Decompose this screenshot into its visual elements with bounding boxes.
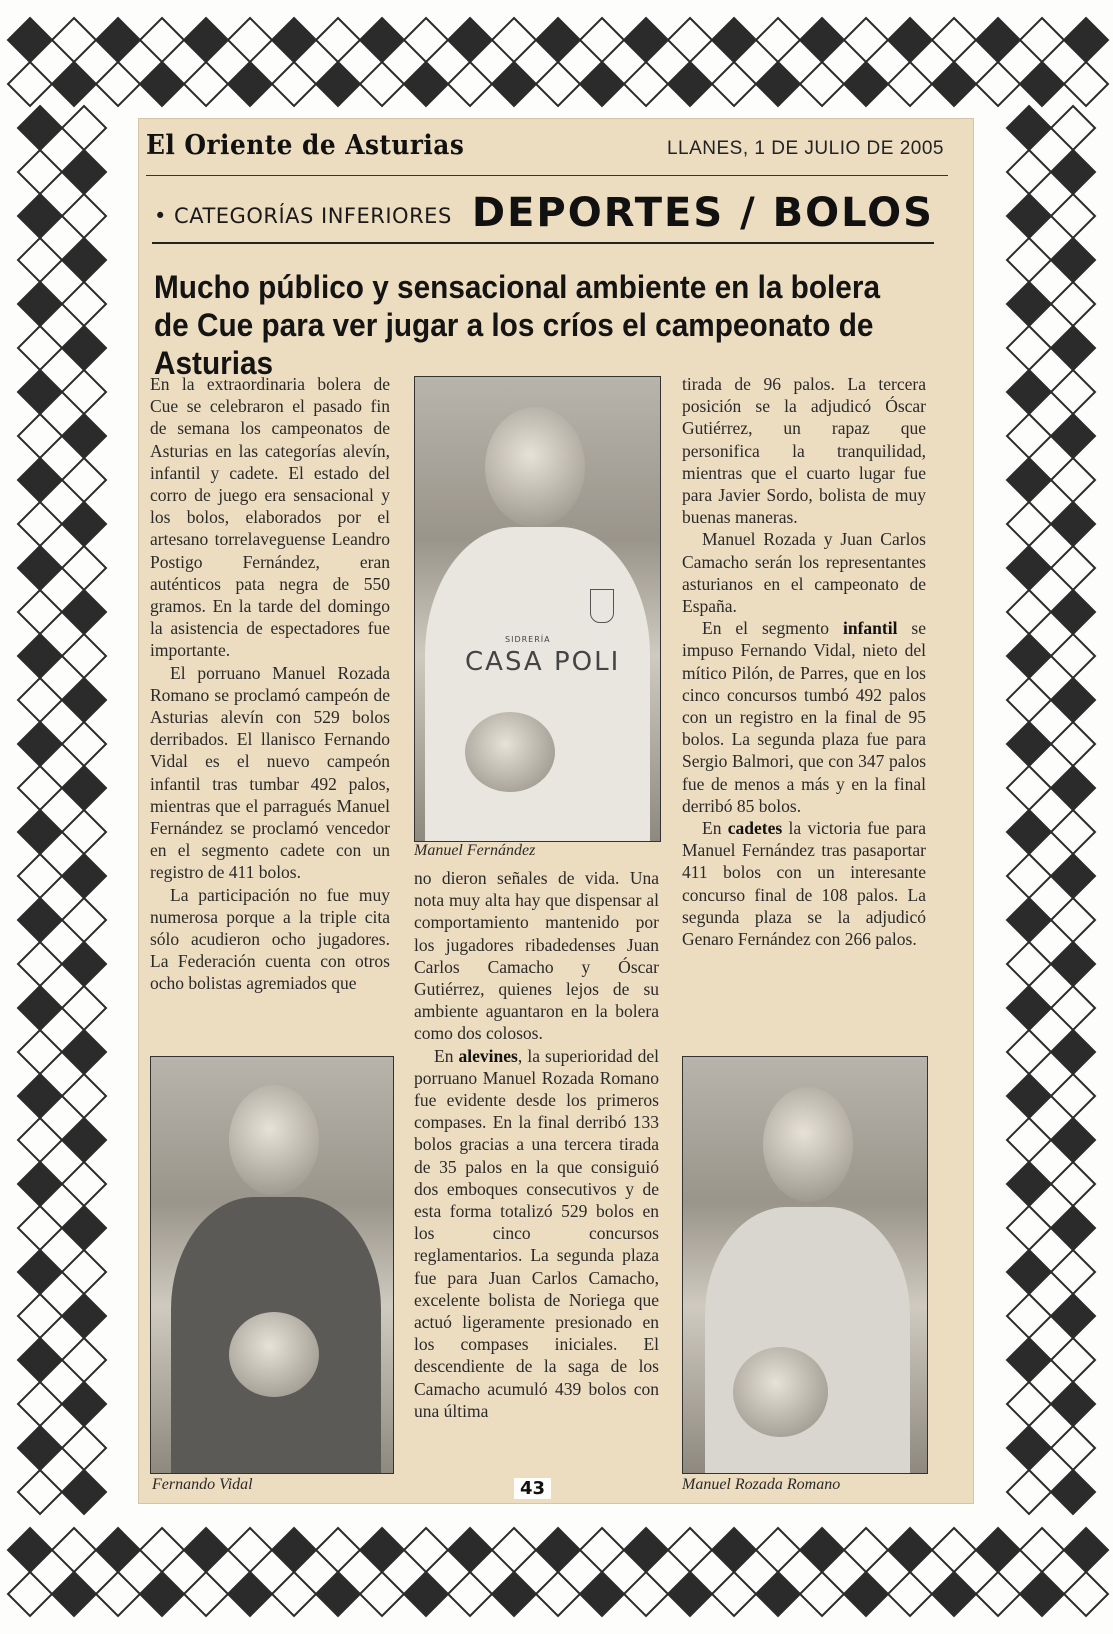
paragraph: Manuel Rozada y Juan Carlos Camacho serán los representantes asturianos en el campeonato de España.: [682, 529, 926, 617]
border-diamond: [228, 62, 272, 106]
section-category: • CATEGORÍAS INFERIORES: [154, 204, 452, 228]
border-diamond: [1007, 942, 1051, 986]
border-diamond: [1007, 238, 1051, 282]
photo-ball: [465, 712, 555, 792]
border-diamond: [1051, 942, 1095, 986]
border-diamond: [272, 1528, 316, 1572]
border-diamond: [62, 1162, 106, 1206]
border-diamond: [62, 238, 106, 282]
border-diamond: [492, 1528, 536, 1572]
border-diamond: [140, 62, 184, 106]
border-diamond: [8, 1572, 52, 1616]
article-column-1: [150, 373, 390, 995]
bold-term: infantil: [843, 618, 898, 639]
border-diamond: [1051, 634, 1095, 678]
border-diamond: [492, 62, 536, 106]
border-diamond: [1051, 854, 1095, 898]
page-number: 43: [514, 1478, 551, 1499]
border-diamond: [62, 942, 106, 986]
photo-face: [229, 1085, 319, 1195]
border-diamond: [62, 810, 106, 854]
shirt-sponsor: CASA POLI: [465, 647, 621, 677]
shirt-crest: [590, 589, 614, 623]
border-diamond: [448, 1572, 492, 1616]
border-diamond: [844, 1572, 888, 1616]
border-diamond: [18, 634, 62, 678]
border-diamond: [1051, 1426, 1095, 1470]
border-diamond: [18, 106, 62, 150]
border-diamond: [360, 62, 404, 106]
border-diamond: [18, 1030, 62, 1074]
border-diamond: [96, 1528, 140, 1572]
border-diamond: [1051, 1338, 1095, 1382]
border-diamond: [1007, 326, 1051, 370]
border-diamond: [1051, 106, 1095, 150]
text-span: se impuso Fernando Vidal, nieto del mítico Pilón, de Parres, que en los cinco concursos tumbó 492 palos con un registro en la final de 95 bolos. La segunda plaza fue para Sergio Balmori, que con 347 palos fue de menos a más y en la final derribó 85 bolos.: [682, 618, 926, 816]
border-diamond: [1051, 722, 1095, 766]
photo-manuel-rozada-romano: [682, 1056, 928, 1474]
border-diamond: [712, 1572, 756, 1616]
border-diamond: [1007, 1382, 1051, 1426]
border-diamond: [1051, 194, 1095, 238]
paragraph: no dieron señales de vida. Una nota muy alta hay que dispensar al comportamiento mantenido por los jugadores ribadedenses Juan Carlos Camacho y Óscar Gutiérrez, quienes lejos de su ambiente aguantaron en la bolera como dos colosos.: [414, 868, 659, 1044]
border-diamond: [18, 1382, 62, 1426]
border-diamond: [18, 1250, 62, 1294]
border-diamond: [360, 1528, 404, 1572]
border-diamond: [1007, 678, 1051, 722]
border-diamond: [316, 1528, 360, 1572]
border-diamond: [18, 1162, 62, 1206]
border-diamond: [360, 18, 404, 62]
border-diamond: [8, 1528, 52, 1572]
border-diamond: [316, 1572, 360, 1616]
border-diamond: [18, 546, 62, 590]
border-diamond: [404, 18, 448, 62]
border-diamond: [1051, 1162, 1095, 1206]
photo-face: [763, 1087, 853, 1202]
border-diamond: [976, 1572, 1020, 1616]
border-diamond: [62, 414, 106, 458]
border-diamond: [800, 62, 844, 106]
section-rule: [152, 242, 934, 244]
border-diamond: [62, 502, 106, 546]
border-diamond: [1051, 282, 1095, 326]
border-diamond: [1007, 414, 1051, 458]
border-diamond: [1007, 502, 1051, 546]
border-diamond: [1051, 1074, 1095, 1118]
border-diamond: [1007, 106, 1051, 150]
border-diamond: [62, 678, 106, 722]
text-span: la victoria fue para Manuel Fernández tras pasaportar 411 bolos con un interesante concurso final de 108 palos. La segunda plaza se la adjudicó Genaro Fernández con 266 palos.: [682, 818, 926, 950]
newspaper-clipping: [138, 118, 974, 1504]
border-diamond: [96, 62, 140, 106]
border-diamond: [18, 282, 62, 326]
border-diamond: [62, 458, 106, 502]
border-diamond: [316, 62, 360, 106]
border-diamond: [1007, 1470, 1051, 1514]
border-diamond: [140, 18, 184, 62]
caption-manuel-rozada-romano: Manuel Rozada Romano: [682, 1476, 841, 1493]
article-headline: Mucho público y sensacional ambiente en la bolera de Cue para ver jugar a los críos el campeonato de Asturias: [154, 269, 880, 381]
border-diamond: [492, 1572, 536, 1616]
border-diamond: [96, 1572, 140, 1616]
border-diamond: [96, 18, 140, 62]
border-diamond: [976, 18, 1020, 62]
border-diamond: [184, 1528, 228, 1572]
border-diamond: [62, 1206, 106, 1250]
border-diamond: [712, 18, 756, 62]
border-diamond: [624, 62, 668, 106]
border-diamond: [844, 1528, 888, 1572]
border-diamond: [18, 1206, 62, 1250]
border-diamond: [18, 1426, 62, 1470]
border-diamond: [1051, 1206, 1095, 1250]
border-diamond: [756, 62, 800, 106]
shirt-sponsor-small: SIDRERÍA: [505, 635, 551, 644]
border-diamond: [1007, 1030, 1051, 1074]
border-diamond: [1051, 1030, 1095, 1074]
border-diamond: [62, 546, 106, 590]
border-diamond: [1007, 810, 1051, 854]
border-diamond: [62, 634, 106, 678]
newspaper-masthead: El Oriente de Asturias: [146, 130, 465, 161]
border-diamond: [272, 62, 316, 106]
border-diamond: [1051, 1470, 1095, 1514]
border-diamond: [1007, 590, 1051, 634]
border-diamond: [1007, 634, 1051, 678]
border-diamond: [18, 238, 62, 282]
border-diamond: [18, 1074, 62, 1118]
border-diamond: [1051, 1118, 1095, 1162]
border-diamond: [360, 1572, 404, 1616]
border-diamond: [888, 62, 932, 106]
border-diamond: [800, 18, 844, 62]
border-diamond: [668, 1528, 712, 1572]
border-diamond: [272, 1572, 316, 1616]
border-diamond: [1051, 898, 1095, 942]
border-diamond: [536, 1572, 580, 1616]
border-diamond: [668, 1572, 712, 1616]
border-diamond: [448, 62, 492, 106]
border-diamond: [228, 1572, 272, 1616]
photo-ball: [229, 1312, 319, 1397]
border-diamond: [1051, 414, 1095, 458]
paragraph: [682, 617, 926, 817]
border-diamond: [1051, 766, 1095, 810]
border-diamond: [1007, 458, 1051, 502]
border-diamond: [1051, 1250, 1095, 1294]
border-diamond: [1051, 678, 1095, 722]
border-diamond: [1064, 62, 1108, 106]
photo-shirt: [705, 1207, 910, 1474]
border-diamond: [536, 62, 580, 106]
border-diamond: [536, 1528, 580, 1572]
photo-manuel-fernandez: [414, 376, 661, 842]
border-diamond: [18, 898, 62, 942]
border-diamond: [62, 1294, 106, 1338]
border-diamond: [1020, 18, 1064, 62]
border-diamond: [1007, 546, 1051, 590]
border-diamond: [800, 1572, 844, 1616]
border-diamond: [1064, 18, 1108, 62]
border-diamond: [888, 18, 932, 62]
border-diamond: [712, 62, 756, 106]
border-diamond: [492, 18, 536, 62]
border-diamond: [18, 458, 62, 502]
border-diamond: [1007, 150, 1051, 194]
border-diamond: [1007, 282, 1051, 326]
border-diamond: [18, 722, 62, 766]
border-diamond: [1007, 766, 1051, 810]
border-diamond: [18, 370, 62, 414]
bold-term: cadetes: [727, 818, 783, 839]
border-diamond: [1007, 1250, 1051, 1294]
border-diamond: [62, 854, 106, 898]
border-diamond: [184, 62, 228, 106]
border-diamond: [1020, 1572, 1064, 1616]
border-diamond: [624, 1572, 668, 1616]
border-diamond: [1051, 150, 1095, 194]
border-diamond: [18, 678, 62, 722]
border-diamond: [1007, 1118, 1051, 1162]
border-diamond: [62, 1338, 106, 1382]
border-diamond: [62, 590, 106, 634]
border-diamond: [62, 1074, 106, 1118]
border-diamond: [1051, 986, 1095, 1030]
border-diamond: [1051, 810, 1095, 854]
border-diamond: [18, 502, 62, 546]
border-diamond: [668, 18, 712, 62]
border-diamond: [932, 1528, 976, 1572]
article-column-2: [414, 867, 659, 1422]
border-diamond: [580, 62, 624, 106]
border-diamond: [1007, 1294, 1051, 1338]
border-diamond: [18, 766, 62, 810]
border-diamond: [228, 1528, 272, 1572]
border-diamond: [1007, 1426, 1051, 1470]
paragraph: La participación no fue muy numerosa porque a la triple cita sólo acudieron ocho jugadores. La Federación cuenta con otros ocho bolistas agremiados que: [150, 884, 390, 994]
border-diamond: [1051, 1294, 1095, 1338]
border-diamond: [62, 106, 106, 150]
border-diamond: [62, 1118, 106, 1162]
bold-term: alevines: [458, 1045, 518, 1066]
border-diamond: [800, 1528, 844, 1572]
border-diamond: [62, 766, 106, 810]
border-diamond: [1007, 1338, 1051, 1382]
paragraph: El porruano Manuel Rozada Romano se proclamó campeón de Asturias alevín con 529 bolos derribados. El llanisco Fernando Vidal es el nuevo campeón infantil tras tumbar 492 palos, mientras que el parragués Manuel Fernández se proclamó vencedor en el segmento cadete con un registro de 411 bolos.: [150, 662, 390, 883]
border-diamond: [1007, 194, 1051, 238]
border-diamond: [1051, 1382, 1095, 1426]
border-diamond: [18, 1118, 62, 1162]
border-diamond: [756, 1528, 800, 1572]
border-diamond: [62, 370, 106, 414]
text-span: , la superioridad del porruano Manuel Rozada Romano fue evidente desde los primeros compases. En la final derribó 133 bolos gracias a una tercera tirada de 35 palos en la que consiguió dos emboques consecutivos y de esta forma totalizó 529 bolos en los cinco concursos reglamentarios. La segunda plaza fue para Juan Carlos Camacho, excelente bolista de Noriega que actuó ligeramente presionado en los compases iniciales. El descendiente de la saga de los Camacho acumuló 439 bolos con una última: [414, 1045, 659, 1421]
border-diamond: [18, 1294, 62, 1338]
border-diamond: [18, 194, 62, 238]
paragraph: tirada de 96 palos. La tercera posición se la adjudicó Óscar Gutiérrez, un rapaz que personifica la tranquilidad, mientras que el cuarto lugar fue para Javier Sordo, bolista de muy buenas maneras.: [682, 374, 926, 528]
border-diamond: [1064, 1528, 1108, 1572]
border-diamond: [140, 1528, 184, 1572]
border-diamond: [1007, 1206, 1051, 1250]
border-diamond: [580, 18, 624, 62]
border-diamond: [580, 1572, 624, 1616]
border-diamond: [976, 62, 1020, 106]
border-diamond: [52, 18, 96, 62]
paragraph: [682, 817, 926, 950]
masthead-rule: [146, 175, 948, 176]
border-diamond: [18, 986, 62, 1030]
border-diamond: [62, 1030, 106, 1074]
paragraph: En la extraordinaria bolera de Cue se celebraron el pasado fin de semana los campeonatos de Asturias en las categorías alevín, infantil y cadete. El estado del corro de juego era sensacional y los bolos, elaborados por el artesano torrelaveguense Leandro Postigo Fernández, eran auténticos pata negra de 550 gramos. En la tarde del domingo la asistencia de espectadores fue importante.: [150, 374, 390, 661]
border-diamond: [8, 18, 52, 62]
article-column-3: [682, 373, 926, 950]
border-diamond: [62, 986, 106, 1030]
border-diamond: [62, 722, 106, 766]
border-diamond: [1051, 590, 1095, 634]
caption-manuel-fernandez: Manuel Fernández: [414, 842, 536, 859]
border-diamond: [1051, 546, 1095, 590]
border-diamond: [316, 18, 360, 62]
border-diamond: [1007, 1074, 1051, 1118]
text-span: En: [434, 1045, 459, 1066]
border-diamond: [62, 1382, 106, 1426]
photo-shirt: [425, 527, 650, 842]
border-diamond: [62, 282, 106, 326]
border-diamond: [536, 18, 580, 62]
border-diamond: [140, 1572, 184, 1616]
border-diamond: [756, 18, 800, 62]
border-diamond: [624, 18, 668, 62]
border-diamond: [1020, 1528, 1064, 1572]
photo-fernando-vidal: [150, 1056, 394, 1474]
border-diamond: [52, 1572, 96, 1616]
border-diamond: [18, 810, 62, 854]
border-diamond: [448, 18, 492, 62]
border-diamond: [62, 194, 106, 238]
border-diamond: [976, 1528, 1020, 1572]
border-diamond: [1007, 898, 1051, 942]
publication-date: LLANES, 1 DE JULIO DE 2005: [666, 138, 944, 159]
border-diamond: [404, 62, 448, 106]
border-diamond: [228, 18, 272, 62]
photo-face: [485, 407, 585, 527]
border-diamond: [1007, 722, 1051, 766]
border-diamond: [18, 1338, 62, 1382]
border-diamond: [756, 1572, 800, 1616]
text-span: En el segmento: [702, 618, 843, 639]
border-diamond: [8, 62, 52, 106]
border-diamond: [1051, 238, 1095, 282]
border-diamond: [404, 1528, 448, 1572]
border-diamond: [668, 62, 712, 106]
border-diamond: [404, 1572, 448, 1616]
border-diamond: [624, 1528, 668, 1572]
paragraph: [414, 1045, 659, 1422]
border-diamond: [62, 1250, 106, 1294]
border-diamond: [1007, 986, 1051, 1030]
border-diamond: [62, 150, 106, 194]
border-diamond: [1020, 62, 1064, 106]
border-diamond: [844, 62, 888, 106]
border-diamond: [580, 1528, 624, 1572]
border-diamond: [52, 1528, 96, 1572]
border-diamond: [1007, 1162, 1051, 1206]
border-diamond: [1051, 370, 1095, 414]
border-diamond: [184, 1572, 228, 1616]
border-diamond: [1064, 1572, 1108, 1616]
border-diamond: [1051, 502, 1095, 546]
border-diamond: [1051, 326, 1095, 370]
border-diamond: [712, 1528, 756, 1572]
border-diamond: [888, 1528, 932, 1572]
border-diamond: [844, 18, 888, 62]
border-diamond: [52, 62, 96, 106]
border-diamond: [18, 414, 62, 458]
text-span: En: [702, 818, 728, 839]
section-title: DEPORTES / BOLOS: [471, 190, 934, 236]
border-diamond: [18, 942, 62, 986]
border-diamond: [1007, 854, 1051, 898]
border-diamond: [18, 590, 62, 634]
border-diamond: [18, 150, 62, 194]
caption-fernando-vidal: Fernando Vidal: [152, 1476, 253, 1493]
border-diamond: [448, 1528, 492, 1572]
border-diamond: [62, 1470, 106, 1514]
border-diamond: [272, 18, 316, 62]
border-diamond: [18, 1470, 62, 1514]
border-diamond: [62, 326, 106, 370]
border-diamond: [184, 18, 228, 62]
border-diamond: [932, 1572, 976, 1616]
border-diamond: [932, 62, 976, 106]
photo-ball: [733, 1347, 828, 1437]
border-diamond: [932, 18, 976, 62]
border-diamond: [1051, 458, 1095, 502]
border-diamond: [888, 1572, 932, 1616]
border-diamond: [18, 854, 62, 898]
border-diamond: [62, 1426, 106, 1470]
border-diamond: [62, 898, 106, 942]
border-diamond: [1007, 370, 1051, 414]
border-diamond: [18, 326, 62, 370]
